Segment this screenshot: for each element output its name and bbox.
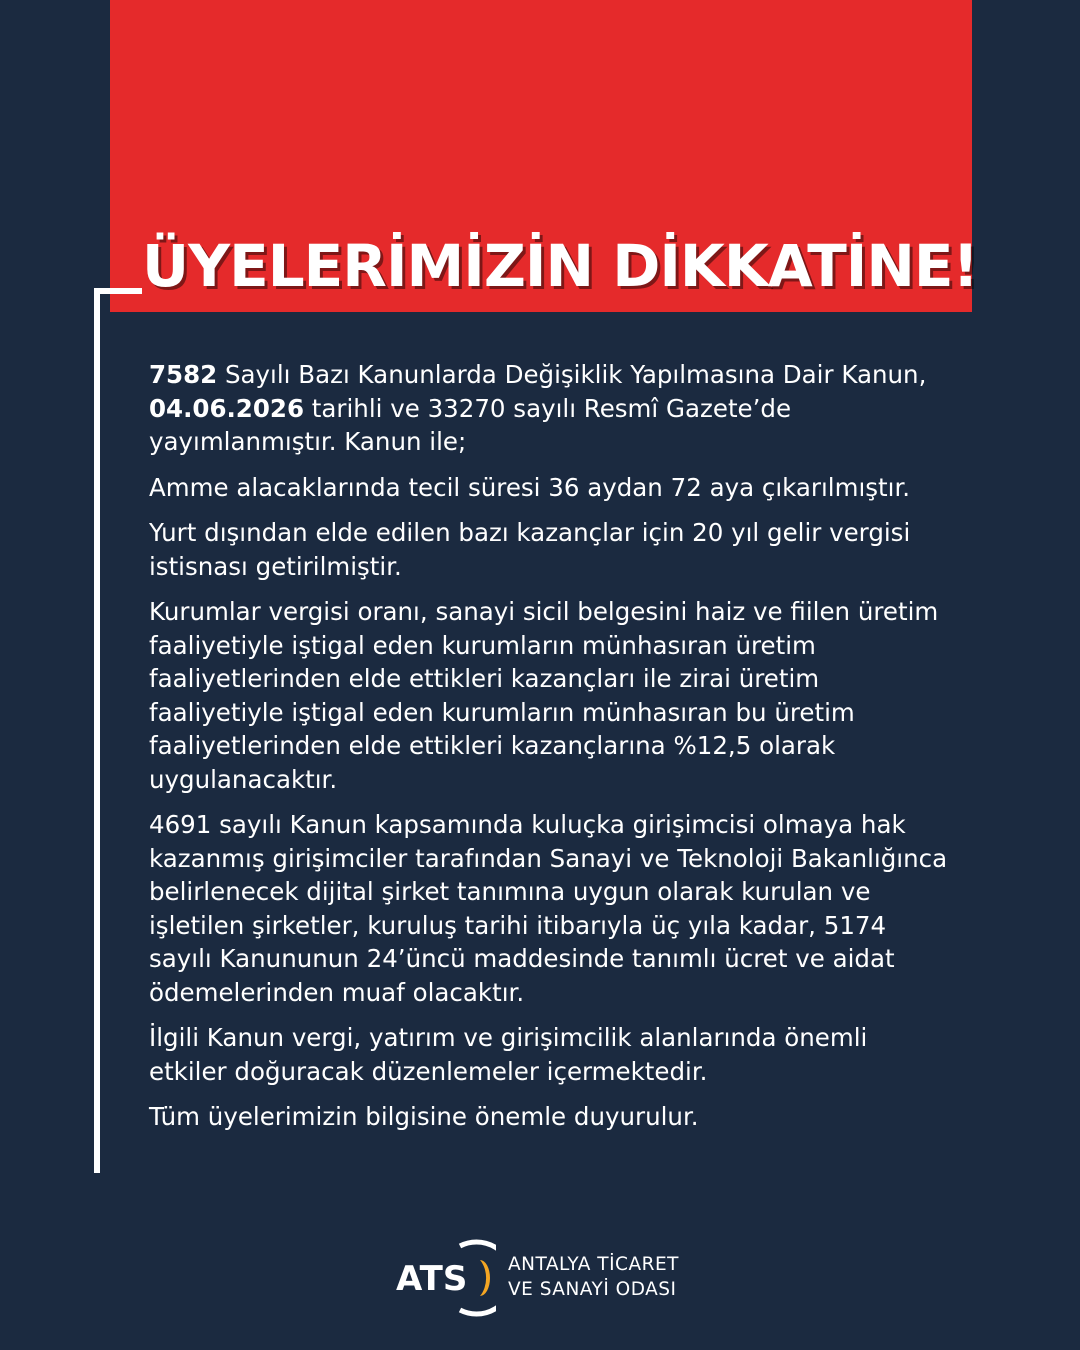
paragraph-corporate-tax: Kurumlar vergisi oranı, sanayi sicil belgesini haiz ve fiilen üretim faaliyetiyle iştigal eden kurumların münhasıran üretim faaliyetlerinden elde ettikleri kazançları ile zirai üretim faaliyetiyle iştigal eden kurumların münhasıran bu üretim faaliyetlerinden elde ettikleri kazançlarına %12,5 olarak uygulanacaktır. — [149, 597, 939, 794]
paragraph-closing: Tüm üyelerimizin bilgisine önemle duyurulur. — [149, 1102, 699, 1131]
frame-line-top — [94, 288, 142, 294]
intro-text-2: tarihli ve 33270 sayılı Resmî Gazete’de yayımlanmıştır. Kanun ile; — [149, 393, 792, 456]
paragraph-deferral: Amme alacaklarında tecil süresi 36 aydan 72 aya çıkarılmıştır. — [149, 472, 911, 502]
announcement-body — [149, 358, 949, 1146]
organization-name — [508, 1252, 679, 1302]
page-title: ÜYELERİMİZİN DİKKATİNE! — [142, 232, 978, 300]
org-name-line-1: ANTALYA TİCARET — [508, 1254, 679, 1275]
logo-abbreviation: ATS — [396, 1259, 468, 1299]
org-name-line-2: VE SANAYİ ODASI — [508, 1279, 677, 1300]
intro-text-1: Sayılı Bazı Kanunlarda Değişiklik Yapılmasına Dair Kanun, — [217, 360, 927, 389]
ats-logo — [396, 1238, 716, 1318]
paragraph-income-exemption: Yurt dışından elde edilen bazı kazançlar için 20 yıl gelir vergisi istisnası getirilmiştir. — [149, 518, 911, 581]
law-number: 7582 — [149, 360, 218, 389]
publication-date: 04.06.2026 — [149, 393, 304, 423]
paragraph-intro — [149, 358, 949, 459]
paragraph-impact: İlgili Kanun vergi, yatırım ve girişimcilik alanlarında önemli etkiler doğuracak düzenlemeler içermektedir. — [149, 1023, 868, 1086]
paragraph-startup-exemption: 4691 sayılı Kanun kapsamında kuluçka girişimcisi olmaya hak kazanmış girişimciler tarafından Sanayi ve Teknoloji Bakanlığınca belirlenecek dijital şirket tanımına uygun olarak kurulan ve işletilen şirketler, kuruluş tarihi itibarıyla üç yıla kadar, 5174 sayılı Kanununun 24’üncü maddesinde tanımlı ücret ve aidat ödemelerinden muaf olacaktır. — [149, 810, 948, 1007]
ats-logo-mark-icon — [396, 1238, 496, 1318]
frame-line-left — [94, 288, 100, 1173]
